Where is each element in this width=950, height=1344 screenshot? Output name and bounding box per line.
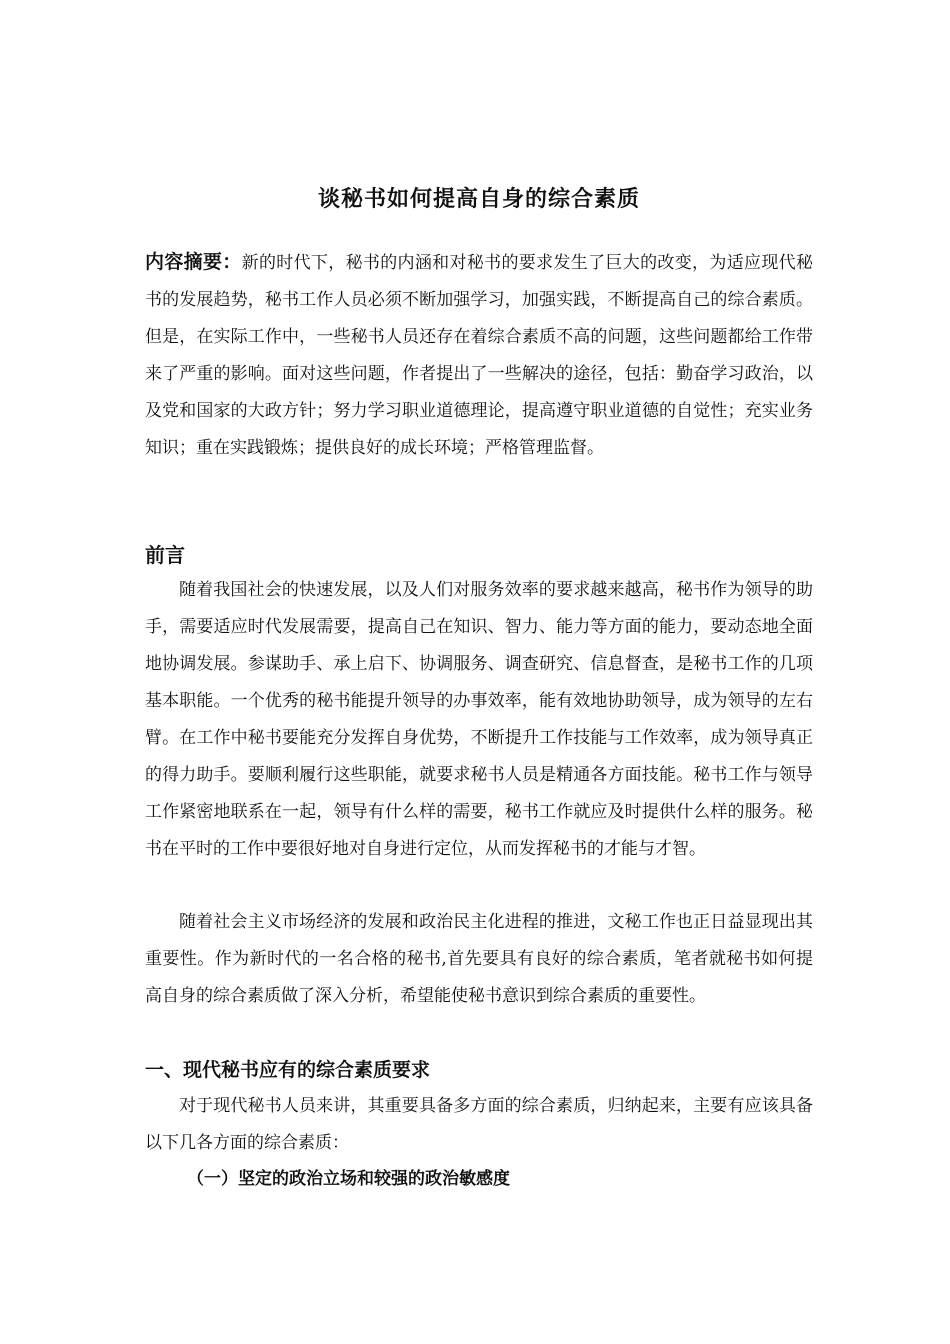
abstract-paragraph [145,244,813,467]
section1-paragraph: 对于现代秘书人员来讲，其重要具备多方面的综合素质，归纳起来，主要有应该具备以下几各方面的综合素质： [145,1096,813,1153]
intro-paragraph-1: 随着我国社会的快速发展，以及人们对服务效率的要求越来越高，秘书作为领导的助手，需要适应时代发展需要，提高自己在知识、智力、能力等方面的能力，要动态地全面地协调发展。参谋助手、承上启下、协调服务、调查研究、信息督查，是秘书工作的几项基本职能。一个优秀的秘书能提升领导的办事效率，能有效地协助领导，成为领导的左右臂。在工作中秘书要能充分发挥自身优势，不断提升工作技能与工作效率，成为领导真正的得力助手。要顺利履行这些职能，就要求秘书人员是精通各方面技能。秘书工作与领导工作紧密地联系在一起，领导有什么样的需要，秘书工作就应及时提供什么样的服务。秘书在平时的工作中要很好地对自身进行定位，从而发挥秘书的才能与才智。 [145,580,813,859]
intro-paragraph-2: 随着社会主义市场经济的发展和政治民主化进程的推进，文秘工作也正日益显现出其重要性。作为新时代的一名合格的秘书,首先要具有良好的综合素质，笔者就秘书如何提高自身的综合素质做了深入分析，希望能使秘书意识到综合素质的重要性。 [145,912,813,1006]
intro-heading: 前言 [145,543,185,567]
abstract-label: 内容摘要： [145,251,242,273]
section1-heading: 一、现代秘书应有的综合素质要求 [145,1059,431,1081]
section1-subheading-1: （一）坚定的政治立场和较强的政治敏感度 [187,1169,510,1189]
document-title: 谈秘书如何提高自身的综合素质 [317,187,640,212]
abstract-text: 新的时代下，秘书的内涵和对秘书的要求发生了巨大的改变，为适应现代秘书的发展趋势，秘书工作人员必须不断加强学习，加强实践，不断提高自己的综合素质。但是，在实际工作中，一些秘书人员还存在着综合素质不高的问题，这些问题都给工作带来了严重的影响。面对这些问题，作者提出了一些解决的途径，包括：勤奋学习政治，以及党和国家的大政方针；努力学习职业道德理论，提高遵守职业道德的自觉性；充实业务知识；重在实践锻炼；提供良好的成长环境；严格管理监督。 [145,253,813,458]
